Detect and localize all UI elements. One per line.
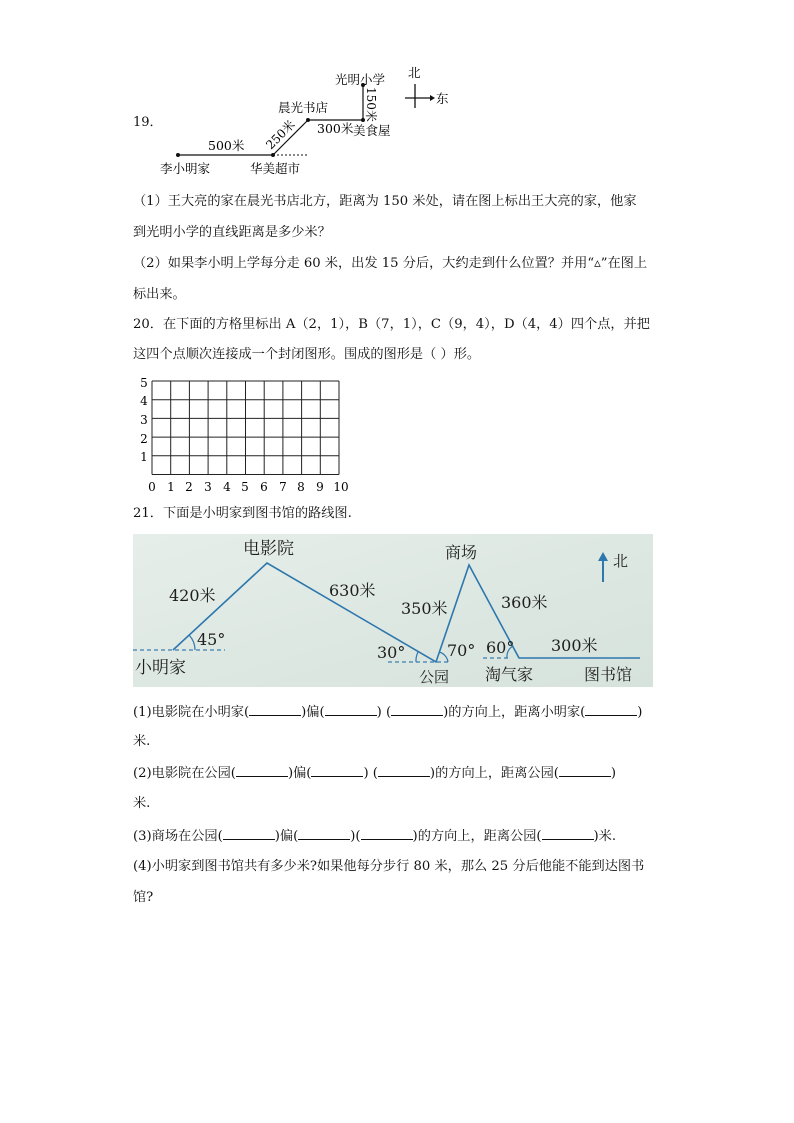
- label-mall: 商场: [445, 543, 478, 562]
- q21-sub3-text: )偏(: [274, 829, 299, 844]
- x-label: 5: [241, 480, 249, 494]
- answer-blank[interactable]: [391, 703, 443, 716]
- x-label: 7: [279, 480, 287, 494]
- question-19-number: 19．: [133, 115, 163, 130]
- label-market: 华美超市: [250, 161, 301, 176]
- q21-sub1-text: ) (: [376, 705, 392, 720]
- answer-blank[interactable]: [325, 703, 377, 716]
- q20-line1: 20．在下面的方格里标出 A（2，1），B（7，1），C（9，4），D（4，4）四个点，并把: [133, 317, 650, 332]
- compass-east-arrow-icon: [430, 95, 435, 101]
- q19-part1-line1: （1）王大亮的家在晨光书店北方，距离为 150 米处，请在图上标出王大亮的家，他家: [133, 194, 637, 209]
- q21-sub3-text: )(: [350, 829, 361, 844]
- x-label: 8: [297, 480, 305, 494]
- point-bookstore: [306, 118, 310, 122]
- x-label: 6: [260, 480, 268, 494]
- q21-sub3-line1: [133, 827, 616, 846]
- photo-background: [133, 534, 653, 687]
- answer-blank[interactable]: [298, 827, 350, 840]
- q21-sub4-line1: (4)小明家到图书馆共有多少米?如果他每分步行 80 米，那么 25 分后他能不能到达图书: [133, 859, 645, 874]
- label-distance-350: 350米: [401, 599, 448, 618]
- q21-sub1-line1: [133, 703, 642, 722]
- q21-sub3-text: )米.: [593, 829, 617, 844]
- label-angle-30: 30°: [377, 643, 406, 662]
- x-label: 1: [167, 480, 175, 494]
- x-label: 4: [223, 480, 231, 494]
- label-school: 光明小学: [335, 72, 386, 87]
- label-distance-300: 300米: [317, 121, 354, 136]
- label-angle-70: 70°: [447, 641, 476, 660]
- x-label: 0: [148, 480, 156, 494]
- y-label: 2: [140, 432, 148, 446]
- label-distance-500: 500米: [208, 138, 245, 153]
- q20-grid[interactable]: [135, 372, 355, 497]
- label-distance-250: 250米: [263, 117, 298, 153]
- y-label: 1: [140, 450, 148, 464]
- answer-blank[interactable]: [223, 827, 275, 840]
- y-label: 5: [140, 376, 148, 390]
- label-naughty-home: 淘气家: [485, 665, 534, 684]
- point-market: [271, 153, 275, 157]
- answer-blank[interactable]: [311, 764, 363, 777]
- answer-blank[interactable]: [236, 764, 288, 777]
- answer-blank[interactable]: [378, 764, 430, 777]
- q19-route-map: [150, 60, 470, 185]
- answer-blank[interactable]: [249, 703, 301, 716]
- label-home: 小明家: [135, 658, 186, 678]
- q21-sub3-text: (3)商场在公园(: [133, 829, 223, 844]
- q21-sub2-text: )偏(: [287, 766, 312, 781]
- point-home: [176, 153, 180, 157]
- y-label: 4: [140, 394, 148, 408]
- q21-sub2-text: ): [610, 766, 617, 781]
- q21-sub2-line2: 米.: [133, 796, 151, 811]
- x-axis-labels: [148, 480, 348, 494]
- q21-sub2-line1: [133, 764, 616, 783]
- q19-part2-line1: （2）如果李小明上学每分走 60 米，出发 15 分后，大约走到什么位置？并用“▵”在图上: [133, 256, 648, 271]
- x-label: 2: [185, 480, 193, 494]
- q21-sub1-text: )的方向上，距离小明家(: [443, 705, 586, 720]
- label-distance-630: 630米: [329, 581, 376, 600]
- grid-lines: [152, 381, 339, 475]
- label-north: 北: [613, 552, 629, 570]
- answer-blank[interactable]: [559, 764, 611, 777]
- q19-part1-line2: 到光明小学的直线距离是多少米？: [133, 225, 331, 240]
- label-bookstore: 晨光书店: [278, 100, 329, 115]
- q21-sub4-line2: 馆?: [133, 890, 154, 905]
- q21-route-photo: [133, 534, 653, 687]
- label-distance-360: 360米: [501, 593, 548, 612]
- label-angle-45: 45°: [197, 630, 226, 649]
- q21-sub2-text: (2)电影院在公园(: [133, 766, 236, 781]
- q21-sub1-text: )偏(: [301, 705, 325, 720]
- label-angle-60: 60°: [486, 638, 515, 657]
- q21-sub2-text: ) (: [363, 766, 378, 781]
- q21-sub1-line2: 米.: [133, 734, 151, 749]
- q21-sub1-text: ): [637, 705, 643, 720]
- answer-blank[interactable]: [585, 703, 637, 716]
- x-label: 10: [333, 480, 349, 494]
- answer-blank[interactable]: [542, 827, 594, 840]
- compass-east-label: 东: [436, 91, 449, 106]
- q21-sub1-text: (1)电影院在小明家(: [133, 705, 250, 720]
- y-label: 3: [140, 413, 148, 427]
- x-label: 3: [204, 480, 212, 494]
- label-distance-300: 300米: [551, 636, 598, 655]
- label-distance-150: 150米: [364, 87, 378, 122]
- q21-sub3-text: )的方向上，距离公园(: [412, 829, 542, 844]
- label-home: 李小明家: [160, 161, 211, 176]
- y-axis-labels: [140, 376, 148, 464]
- label-cinema: 电影院: [243, 539, 294, 559]
- q19-part2-line2: 标出来。: [133, 287, 186, 302]
- label-library: 图书馆: [584, 665, 633, 684]
- q20-line2: 这四个点顺次连接成一个封闭图形。围成的图形是（ ）形。: [133, 347, 481, 362]
- label-food: 美食屋: [353, 123, 391, 138]
- q21-sub2-text: )的方向上，距离公园(: [429, 766, 559, 781]
- q21-intro: 21．下面是小明家到图书馆的路线图.: [133, 506, 352, 521]
- label-park: 公园: [419, 668, 450, 686]
- x-label: 9: [316, 480, 324, 494]
- compass-north-label: 北: [408, 65, 421, 80]
- label-distance-420: 420米: [169, 586, 216, 605]
- answer-blank[interactable]: [361, 827, 413, 840]
